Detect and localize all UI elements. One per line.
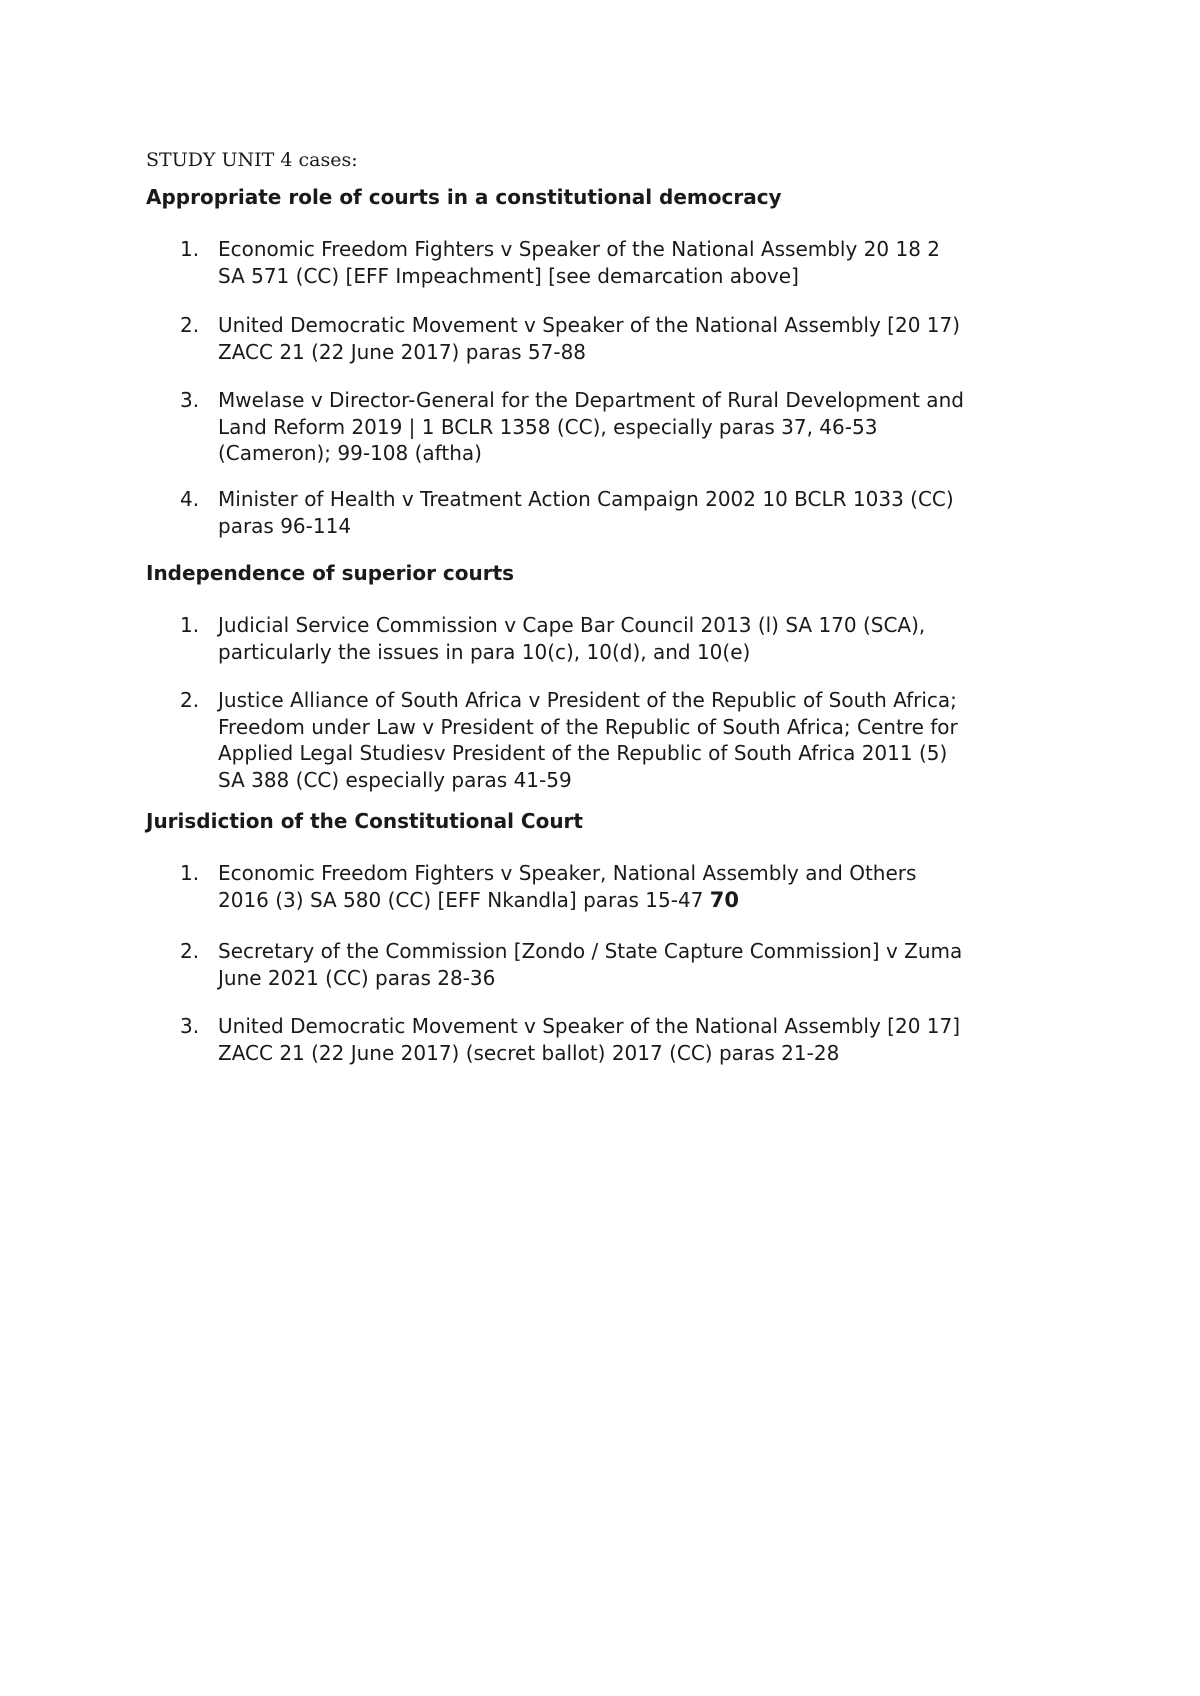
document-title: STUDY UNIT 4 cases: bbox=[146, 149, 358, 171]
list-item-text: Economic Freedom Fighters v Speaker of the National Assembly 20 18 2 SA 571 (CC) [EFF Impeachment] [see demarcation above] bbox=[218, 237, 941, 288]
list-item-number: 2. bbox=[180, 939, 200, 963]
list-item-number: 3. bbox=[180, 388, 200, 412]
list-item bbox=[146, 938, 1066, 991]
section-heading-jurisdiction: Jurisdiction of the Constitutional Court bbox=[146, 809, 583, 833]
list-item-number: 4. bbox=[180, 487, 200, 511]
list-item-number: 3. bbox=[180, 1014, 200, 1038]
handwritten-note: 70 bbox=[709, 887, 739, 912]
list-item bbox=[146, 1013, 1066, 1066]
list-item-text bbox=[218, 860, 1066, 913]
list-item bbox=[146, 387, 1066, 467]
list-item-text: Secretary of the Commission [Zondo / State Capture Commission] v Zuma June 2021 (CC) paras 28-36 bbox=[218, 939, 963, 990]
list-item bbox=[146, 687, 1066, 793]
list-item-text-main: Economic Freedom Fighters v Speaker, National Assembly and Others 2016 (3) SA 580 (CC) [EFF Nkandla] paras 15-47 bbox=[218, 861, 917, 912]
list-item bbox=[146, 236, 1066, 289]
list-item-number: 1. bbox=[180, 861, 200, 885]
list-item bbox=[146, 486, 1066, 539]
list-item-number: 1. bbox=[180, 237, 200, 261]
list-item-text: Judicial Service Commission v Cape Bar Council 2013 (l) SA 170 (SCA), particularly the issues in para 10(c), 10(d), and 10(e) bbox=[218, 613, 926, 664]
list-item-number: 2. bbox=[180, 688, 200, 712]
section-heading-independence: Independence of superior courts bbox=[146, 561, 515, 585]
list-item bbox=[146, 312, 1066, 365]
list-item bbox=[146, 860, 1066, 913]
list-item-number: 1. bbox=[180, 613, 200, 637]
list-item-text: Minister of Health v Treatment Action Campaign 2002 10 BCLR 1033 (CC) paras 96-114 bbox=[218, 487, 954, 538]
list-item-text: Justice Alliance of South Africa v President of the Republic of South Africa; Freedom under Law v President of the Republic of South Africa; Centre for Applied Legal Studiesv President of the Republic of South Africa 2011 (5) SA 388 (CC) especially paras 41-59 bbox=[218, 688, 958, 792]
list-item-text: United Democratic Movement v Speaker of the National Assembly [20 17) ZACC 21 (22 June 2017) paras 57-88 bbox=[218, 313, 961, 364]
section-heading-appropriate-role: Appropriate role of courts in a constitutional democracy bbox=[146, 185, 782, 209]
list-item-text: Mwelase v Director-General for the Department of Rural Development and Land Reform 2019 | 1 BCLR 1358 (CC), especially paras 37, 46-53 (Cameron); 99-108 (aftha) bbox=[218, 388, 964, 465]
list-item-text: United Democratic Movement v Speaker of the National Assembly [20 17] ZACC 21 (22 June 2017) (secret ballot) 2017 (CC) paras 21-28 bbox=[218, 1014, 961, 1065]
list-item-number: 2. bbox=[180, 313, 200, 337]
list-item bbox=[146, 612, 1066, 665]
